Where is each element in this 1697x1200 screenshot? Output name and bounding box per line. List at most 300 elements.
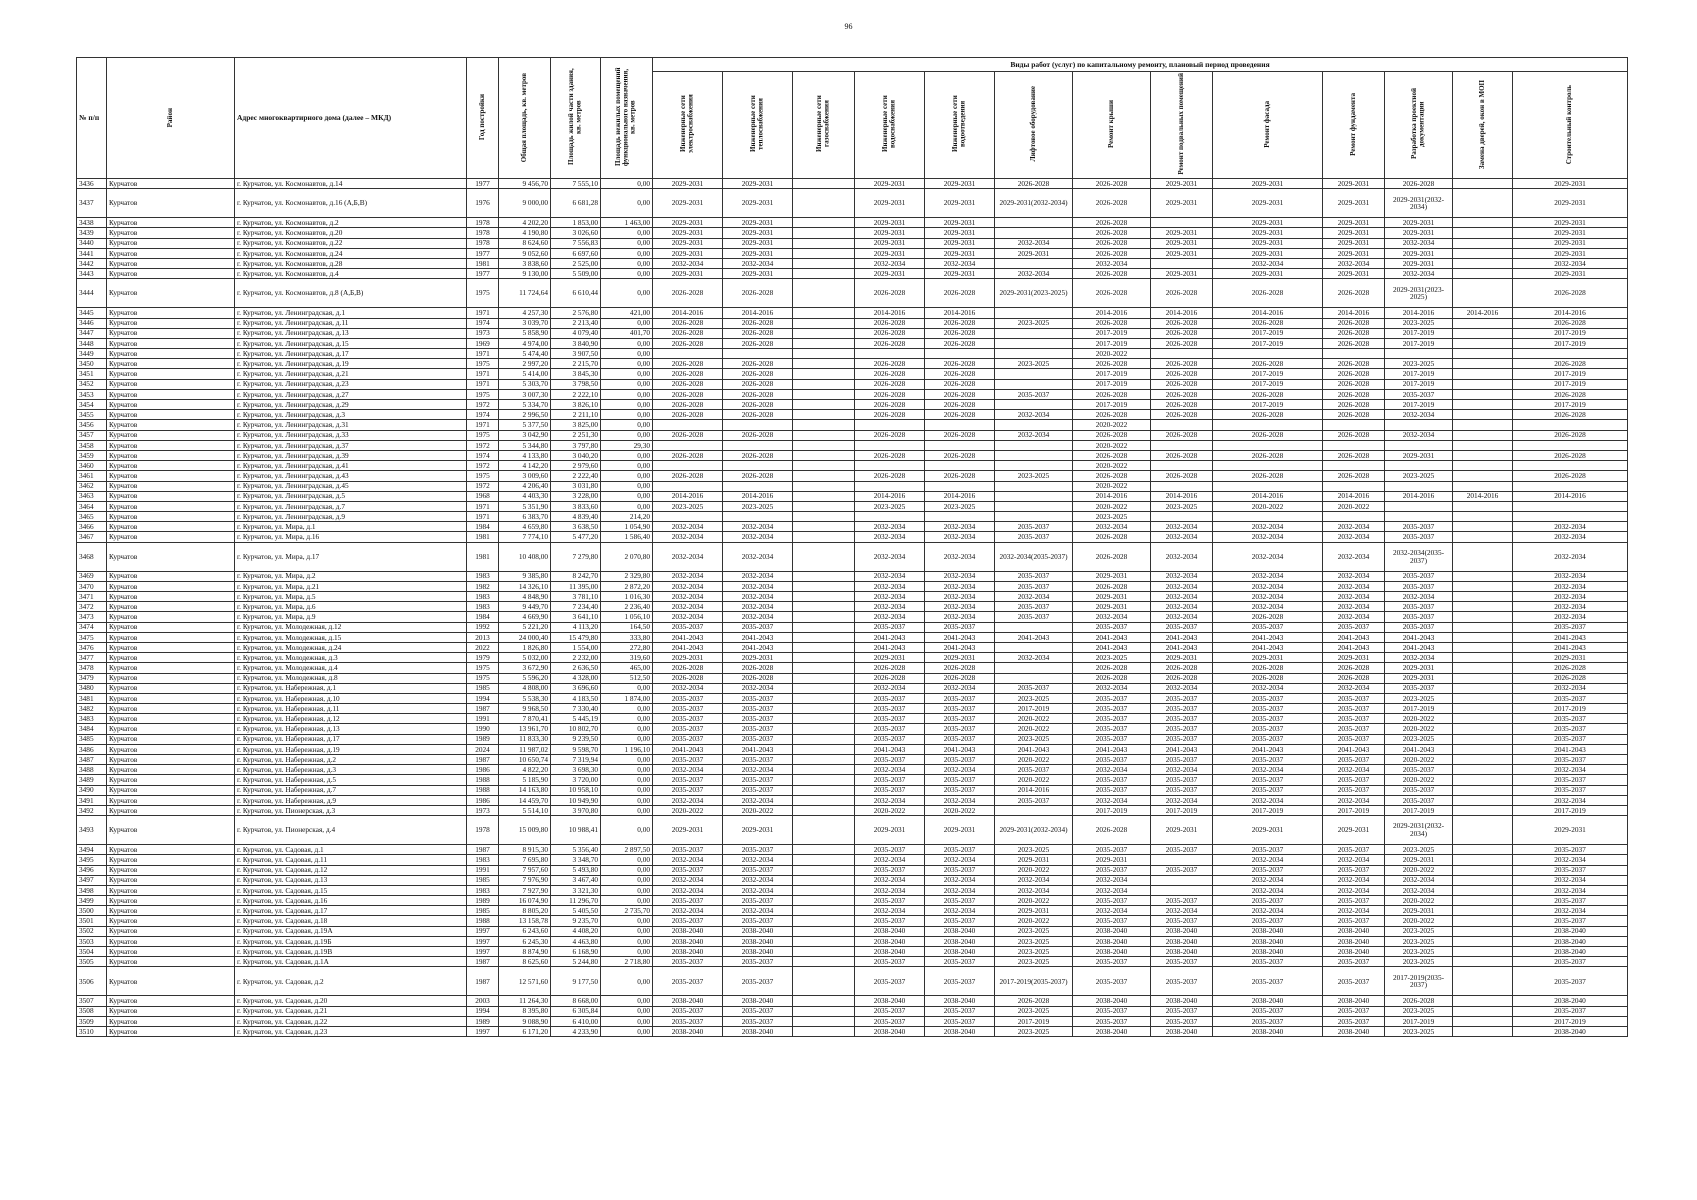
cell-nonres-area: 0,00 <box>601 714 653 724</box>
cell-work-period <box>1151 349 1213 359</box>
cell-living-area: 9 239,50 <box>551 734 601 744</box>
cell-district: Курчатов <box>107 714 235 724</box>
cell-work-period: 2020-2022 <box>995 714 1073 724</box>
col-nonres-area-label: Площадь нежилых помещений функционального назначения, кв. метров <box>614 67 638 167</box>
cell-work-period: 2029-2031 <box>855 179 925 189</box>
cell-year: 1988 <box>467 916 499 926</box>
cell-year: 1977 <box>467 269 499 279</box>
cell-district: Курчатов <box>107 885 235 895</box>
cell-work-period <box>1151 440 1213 450</box>
cell-work-period <box>1385 349 1453 359</box>
cell-work-period: 2035-2037 <box>1073 865 1151 875</box>
table-row <box>77 785 1628 795</box>
cell-work-period <box>793 714 855 724</box>
cell-total-area: 9 456,70 <box>499 179 551 189</box>
cell-work-period: 2017-2019 <box>1385 369 1453 379</box>
cell-num: 3450 <box>77 359 107 369</box>
cell-nonres-area: 0,00 <box>601 279 653 308</box>
cell-work-period <box>1385 420 1453 430</box>
cell-num: 3457 <box>77 430 107 440</box>
cell-work-period: 2026-2028 <box>1073 816 1151 845</box>
cell-work-period: 2035-2037 <box>723 775 793 785</box>
cell-work-period: 2032-2034 <box>1213 855 1323 865</box>
cell-district: Курчатов <box>107 653 235 663</box>
cell-work-period: 2026-2028 <box>1323 379 1385 389</box>
cell-work-period: 2035-2037 <box>1323 755 1385 765</box>
cell-work-period: 2041-2043 <box>1323 632 1385 642</box>
cell-work-period: 2032-2034 <box>1385 653 1453 663</box>
cell-work-period <box>1453 410 1513 420</box>
cell-work-period: 2032-2034 <box>1323 592 1385 602</box>
cell-work-period <box>793 795 855 805</box>
cell-district: Курчатов <box>107 1006 235 1016</box>
cell-num: 3452 <box>77 379 107 389</box>
cell-work-period: 2038-2040 <box>723 947 793 957</box>
cell-total-area: 15 009,80 <box>499 816 551 845</box>
cell-work-period: 2035-2037 <box>925 734 995 744</box>
cell-work-period: 2014-2016 <box>1073 308 1151 318</box>
cell-work-period: 2014-2016 <box>723 308 793 318</box>
cell-work-period <box>793 845 855 855</box>
cell-district: Курчатов <box>107 318 235 328</box>
cell-total-area: 11 833,30 <box>499 734 551 744</box>
col-work-label: Лифтовое оборудование <box>1028 86 1037 162</box>
cell-work-period: 2020-2022 <box>995 865 1073 875</box>
cell-address: г. Курчатов, ул. Набережная, д.10 <box>235 693 467 703</box>
cell-work-period <box>1151 420 1213 430</box>
cell-work-period <box>1453 532 1513 542</box>
table-row <box>77 734 1628 744</box>
cell-num: 3503 <box>77 936 107 946</box>
cell-year: 1985 <box>467 906 499 916</box>
table-row <box>77 179 1628 189</box>
cell-work-period <box>793 957 855 967</box>
cell-address: г. Курчатов, ул. Набережная, д.19 <box>235 744 467 754</box>
cell-nonres-area: 0,00 <box>601 238 653 248</box>
cell-work-period: 2032-2034 <box>1151 602 1213 612</box>
cell-work-period: 2017-2019 <box>1385 338 1453 348</box>
cell-total-area: 5 334,70 <box>499 400 551 410</box>
cell-work-period <box>1453 1006 1513 1016</box>
cell-work-period <box>995 218 1073 228</box>
cell-work-period <box>1453 379 1513 389</box>
cell-year: 1975 <box>467 359 499 369</box>
cell-work-period <box>793 532 855 542</box>
cell-work-period <box>793 389 855 399</box>
cell-work-period: 2023-2025 <box>1385 471 1453 481</box>
cell-district: Курчатов <box>107 218 235 228</box>
cell-work-period: 2026-2028 <box>925 389 995 399</box>
cell-work-period: 2035-2037 <box>995 602 1073 612</box>
cell-work-period <box>1453 875 1513 885</box>
cell-living-area: 1 853,00 <box>551 218 601 228</box>
cell-work-period: 2026-2028 <box>723 471 793 481</box>
cell-work-period: 2041-2043 <box>1513 642 1628 652</box>
cell-district: Курчатов <box>107 379 235 389</box>
cell-work-period: 2035-2037 <box>653 845 723 855</box>
cell-address: г. Курчатов, ул. Пионерская, д.4 <box>235 816 467 845</box>
cell-work-period: 2035-2037 <box>1513 785 1628 795</box>
cell-work-period <box>1453 440 1513 450</box>
cell-work-period: 2035-2037 <box>653 1016 723 1026</box>
cell-living-area: 3 797,80 <box>551 440 601 450</box>
cell-work-period: 2032-2034 <box>995 410 1073 420</box>
cell-work-period: 2026-2028 <box>723 389 793 399</box>
cell-work-period <box>1513 461 1628 471</box>
cell-work-period: 2032-2034 <box>1213 683 1323 693</box>
cell-year: 1990 <box>467 724 499 734</box>
col-work-header <box>793 72 855 179</box>
cell-address: г. Курчатов, ул. Космонавтов, д.20 <box>235 228 467 238</box>
cell-work-period <box>1453 632 1513 642</box>
cell-work-period: 2035-2037 <box>1385 602 1453 612</box>
table-row <box>77 865 1628 875</box>
cell-work-period: 2032-2034 <box>1513 542 1628 571</box>
cell-nonres-area: 0,00 <box>601 461 653 471</box>
cell-work-period: 2032-2034 <box>995 430 1073 440</box>
cell-total-area: 14 163,80 <box>499 785 551 795</box>
cell-living-area: 3 720,00 <box>551 775 601 785</box>
cell-work-period: 2038-2040 <box>1073 936 1151 946</box>
cell-work-period: 2026-2028 <box>855 673 925 683</box>
cell-work-period: 2029-2031 <box>1323 218 1385 228</box>
cell-work-period: 2023-2025 <box>1385 957 1453 967</box>
cell-nonres-area: 2 897,50 <box>601 845 653 855</box>
table-row <box>77 440 1628 450</box>
cell-work-period: 2041-2043 <box>1385 642 1453 652</box>
cell-living-area: 2 576,80 <box>551 308 601 318</box>
cell-work-period: 2035-2037 <box>723 967 793 996</box>
col-work-label: Строительный контроль <box>1565 84 1574 164</box>
cell-work-period: 2032-2034 <box>1073 612 1151 622</box>
cell-work-period: 2029-2031 <box>1213 248 1323 258</box>
cell-address: г. Курчатов, ул. Ленинградская, д.27 <box>235 389 467 399</box>
cell-work-period: 2032-2034 <box>925 258 995 268</box>
cell-work-period: 2017-2019 <box>1151 805 1213 815</box>
cell-nonres-area: 0,00 <box>601 269 653 279</box>
cell-work-period <box>1453 795 1513 805</box>
cell-living-area: 11 296,70 <box>551 896 601 906</box>
cell-total-area: 8 874,90 <box>499 947 551 957</box>
cell-work-period: 2032-2034 <box>1323 885 1385 895</box>
cell-work-period <box>1151 875 1213 885</box>
cell-nonres-area: 0,00 <box>601 795 653 805</box>
cell-work-period: 2026-2028 <box>1073 238 1151 248</box>
cell-work-period: 2026-2028 <box>653 318 723 328</box>
cell-work-period: 2029-2031 <box>1213 238 1323 248</box>
cell-work-period: 2041-2043 <box>855 642 925 652</box>
cell-work-period: 2026-2028 <box>925 400 995 410</box>
cell-work-period: 2041-2043 <box>1151 642 1213 652</box>
cell-num: 3451 <box>77 369 107 379</box>
cell-work-period: 2035-2037 <box>723 1006 793 1016</box>
cell-work-period: 2023-2025 <box>1385 947 1453 957</box>
cell-living-area: 2 251,30 <box>551 430 601 440</box>
cell-work-period: 2017-2019 <box>1385 704 1453 714</box>
table-row <box>77 663 1628 673</box>
cell-year: 1985 <box>467 683 499 693</box>
cell-address: г. Курчатов, ул. Ленинградская, д.21 <box>235 369 467 379</box>
cell-total-area: 5 474,40 <box>499 349 551 359</box>
cell-num: 3497 <box>77 875 107 885</box>
table-row <box>77 581 1628 591</box>
cell-work-period: 2023-2025 <box>995 936 1073 946</box>
cell-work-period: 2032-2034 <box>925 581 995 591</box>
cell-year: 1983 <box>467 602 499 612</box>
cell-work-period: 2035-2037 <box>1151 785 1213 795</box>
cell-year: 1994 <box>467 1006 499 1016</box>
cell-work-period: 2035-2037 <box>855 916 925 926</box>
cell-work-period <box>1453 369 1513 379</box>
cell-year: 1978 <box>467 228 499 238</box>
cell-year: 1978 <box>467 816 499 845</box>
table-row <box>77 359 1628 369</box>
cell-work-period <box>1453 189 1513 218</box>
cell-year: 1983 <box>467 885 499 895</box>
cell-work-period: 2035-2037 <box>995 612 1073 622</box>
cell-work-period: 2038-2040 <box>723 936 793 946</box>
cell-address: г. Курчатов, ул. Садовая, д.13 <box>235 875 467 885</box>
cell-work-period <box>793 581 855 591</box>
cell-nonres-area: 0,00 <box>601 389 653 399</box>
cell-work-period: 2035-2037 <box>1213 693 1323 703</box>
cell-work-period: 2014-2016 <box>1213 491 1323 501</box>
cell-num: 3469 <box>77 571 107 581</box>
cell-work-period: 2032-2034 <box>1151 581 1213 591</box>
cell-work-period: 2032-2034 <box>723 532 793 542</box>
cell-address: г. Курчатов, ул. Садовая, д.1 <box>235 845 467 855</box>
cell-work-period: 2038-2040 <box>723 926 793 936</box>
cell-work-period <box>1453 461 1513 471</box>
cell-work-period: 2035-2037 <box>855 957 925 967</box>
cell-work-period: 2038-2040 <box>723 996 793 1006</box>
cell-work-period <box>925 461 995 471</box>
cell-address: г. Курчатов, ул. Мира, д.6 <box>235 602 467 612</box>
cell-address: г. Курчатов, ул. Садовая, д.18 <box>235 916 467 926</box>
cell-work-period: 2023-2025 <box>653 501 723 511</box>
cell-work-period: 2023-2025 <box>995 1006 1073 1016</box>
cell-work-period: 2035-2037 <box>723 916 793 926</box>
cell-work-period <box>995 642 1073 652</box>
table-row <box>77 947 1628 957</box>
cell-address: г. Курчатов, ул. Набережная, д.3 <box>235 765 467 775</box>
cell-work-period: 2029-2031 <box>995 855 1073 865</box>
cell-year: 1976 <box>467 189 499 218</box>
cell-work-period: 2029-2031 <box>855 238 925 248</box>
cell-living-area: 10 949,90 <box>551 795 601 805</box>
cell-district: Курчатов <box>107 612 235 622</box>
table-row <box>77 218 1628 228</box>
col-work-header <box>653 72 723 179</box>
cell-living-area: 3 467,40 <box>551 875 601 885</box>
cell-num: 3498 <box>77 885 107 895</box>
cell-work-period: 2032-2034 <box>855 258 925 268</box>
cell-work-period: 2032-2034 <box>1151 532 1213 542</box>
cell-total-area: 2 997,20 <box>499 359 551 369</box>
col-living-area-header <box>551 58 601 179</box>
cell-nonres-area: 0,00 <box>601 430 653 440</box>
cell-district: Курчатов <box>107 512 235 522</box>
cell-work-period: 2032-2034 <box>1513 885 1628 895</box>
cell-work-period: 2020-2022 <box>1385 755 1453 765</box>
cell-work-period: 2026-2028 <box>653 663 723 673</box>
cell-work-period <box>995 400 1073 410</box>
cell-living-area: 3 845,30 <box>551 369 601 379</box>
cell-work-period: 2032-2034 <box>925 885 995 895</box>
cell-nonres-area: 2 236,40 <box>601 602 653 612</box>
cell-work-period <box>793 765 855 775</box>
cell-work-period: 2014-2016 <box>925 491 995 501</box>
cell-work-period: 2032-2034 <box>1323 683 1385 693</box>
cell-work-period: 2026-2028 <box>855 379 925 389</box>
cell-num: 3493 <box>77 816 107 845</box>
cell-living-area: 5 493,80 <box>551 865 601 875</box>
cell-work-period <box>1453 642 1513 652</box>
cell-work-period: 2026-2028 <box>1323 430 1385 440</box>
cell-nonres-area: 0,00 <box>601 450 653 460</box>
cell-work-period <box>1453 400 1513 410</box>
cell-work-period: 2026-2028 <box>1073 228 1151 238</box>
cell-work-period: 2017-2019 <box>1513 379 1628 389</box>
capital-repair-table <box>76 57 1628 1037</box>
cell-work-period: 2035-2037 <box>1323 724 1385 734</box>
cell-work-period: 2035-2037 <box>855 896 925 906</box>
cell-work-period: 2032-2034 <box>1513 258 1628 268</box>
cell-year: 1989 <box>467 896 499 906</box>
cell-work-period: 2035-2037 <box>1513 896 1628 906</box>
cell-total-area: 3 838,60 <box>499 258 551 268</box>
cell-work-period: 2020-2022 <box>723 805 793 815</box>
cell-work-period: 2032-2034 <box>723 906 793 916</box>
cell-work-period <box>1453 775 1513 785</box>
cell-work-period <box>793 916 855 926</box>
cell-work-period: 2032-2034 <box>1073 885 1151 895</box>
cell-district: Курчатов <box>107 461 235 471</box>
cell-address: г. Курчатов, ул. Садовая, д.19А <box>235 926 467 936</box>
cell-work-period: 2029-2031 <box>1513 248 1628 258</box>
cell-year: 1989 <box>467 1016 499 1026</box>
cell-num: 3484 <box>77 724 107 734</box>
cell-work-period <box>995 379 1073 389</box>
col-work-label: Ремонт фасада <box>1262 100 1271 148</box>
cell-work-period: 2026-2028 <box>1151 450 1213 460</box>
cell-work-period <box>793 228 855 238</box>
cell-work-period: 2023-2025 <box>995 471 1073 481</box>
table-row <box>77 389 1628 399</box>
cell-work-period: 2029-2031(2032-2034) <box>1385 816 1453 845</box>
cell-work-period: 2035-2037 <box>1385 785 1453 795</box>
cell-work-period: 2035-2037 <box>1213 967 1323 996</box>
cell-work-period: 2026-2028 <box>1323 410 1385 420</box>
cell-address: г. Курчатов, ул. Садовая, д.12 <box>235 865 467 875</box>
table-row <box>77 308 1628 318</box>
cell-work-period: 2029-2031 <box>1385 855 1453 865</box>
cell-district: Курчатов <box>107 785 235 795</box>
cell-work-period <box>653 349 723 359</box>
cell-work-period: 2035-2037 <box>1513 957 1628 967</box>
col-year-header <box>467 58 499 179</box>
cell-work-period <box>995 369 1073 379</box>
cell-living-area: 7 555,10 <box>551 179 601 189</box>
table-row <box>77 522 1628 532</box>
cell-living-area: 2 213,40 <box>551 318 601 328</box>
cell-work-period: 2032-2034 <box>925 571 995 581</box>
cell-nonres-area: 1 463,00 <box>601 218 653 228</box>
cell-work-period: 2032-2034 <box>855 542 925 571</box>
cell-work-period: 2035-2037 <box>925 896 995 906</box>
cell-nonres-area: 0,00 <box>601 785 653 795</box>
cell-total-area: 16 074,90 <box>499 896 551 906</box>
cell-num: 3476 <box>77 642 107 652</box>
cell-nonres-area: 0,00 <box>601 683 653 693</box>
cell-work-period: 2026-2028 <box>1073 471 1151 481</box>
cell-work-period: 2029-2031 <box>1385 228 1453 238</box>
cell-work-period: 2032-2034 <box>1513 875 1628 885</box>
table-row <box>77 420 1628 430</box>
cell-work-period: 2032-2034 <box>855 855 925 865</box>
cell-work-period: 2026-2028 <box>855 450 925 460</box>
cell-work-period: 2014-2016 <box>1453 308 1513 318</box>
col-work-label: Ремонт подвальных помещений <box>1176 73 1185 175</box>
cell-work-period <box>1213 461 1323 471</box>
cell-work-period: 2026-2028 <box>855 430 925 440</box>
cell-work-period <box>1323 481 1385 491</box>
cell-work-period: 2035-2037 <box>1385 612 1453 622</box>
cell-total-area: 13 961,70 <box>499 724 551 734</box>
cell-work-period <box>653 481 723 491</box>
cell-work-period: 2032-2034 <box>1213 885 1323 895</box>
cell-nonres-area: 0,00 <box>601 875 653 885</box>
cell-work-period: 2017-2019 <box>1513 400 1628 410</box>
cell-work-period: 2017-2019 <box>1213 338 1323 348</box>
cell-total-area: 9 449,70 <box>499 602 551 612</box>
col-living-area-label: Площадь жилой части здания, кв. метров <box>567 68 583 166</box>
cell-work-period: 2026-2028 <box>723 279 793 308</box>
cell-year: 1971 <box>467 308 499 318</box>
cell-work-period: 2014-2016 <box>995 785 1073 795</box>
cell-work-period: 2035-2037 <box>925 714 995 724</box>
table-row <box>77 1026 1628 1036</box>
cell-nonres-area: 0,00 <box>601 400 653 410</box>
cell-district: Курчатов <box>107 865 235 875</box>
table-row <box>77 765 1628 775</box>
cell-work-period: 2035-2037 <box>1151 1006 1213 1016</box>
cell-work-period: 2035-2037 <box>1323 916 1385 926</box>
cell-work-period: 2038-2040 <box>1323 996 1385 1006</box>
cell-total-area: 5 596,20 <box>499 673 551 683</box>
cell-work-period: 2035-2037 <box>1151 957 1213 967</box>
cell-work-period: 2026-2028 <box>1073 663 1151 673</box>
table-row <box>77 916 1628 926</box>
cell-work-period: 2035-2037 <box>653 775 723 785</box>
cell-work-period <box>1453 228 1513 238</box>
cell-work-period <box>793 865 855 875</box>
cell-nonres-area: 0,00 <box>601 816 653 845</box>
cell-work-period: 2035-2037 <box>925 775 995 785</box>
cell-year: 1975 <box>467 430 499 440</box>
cell-total-area: 9 385,80 <box>499 571 551 581</box>
cell-work-period <box>1453 683 1513 693</box>
cell-year: 1972 <box>467 440 499 450</box>
cell-work-period <box>793 420 855 430</box>
cell-work-period: 2017-2019 <box>1385 805 1453 815</box>
cell-num: 3491 <box>77 795 107 805</box>
cell-work-period <box>793 734 855 744</box>
cell-work-period: 2038-2040 <box>653 996 723 1006</box>
cell-address: г. Курчатов, ул. Ленинградская, д.43 <box>235 471 467 481</box>
cell-address: г. Курчатов, ул. Ленинградская, д.9 <box>235 512 467 522</box>
cell-work-period: 2032-2034 <box>925 765 995 775</box>
